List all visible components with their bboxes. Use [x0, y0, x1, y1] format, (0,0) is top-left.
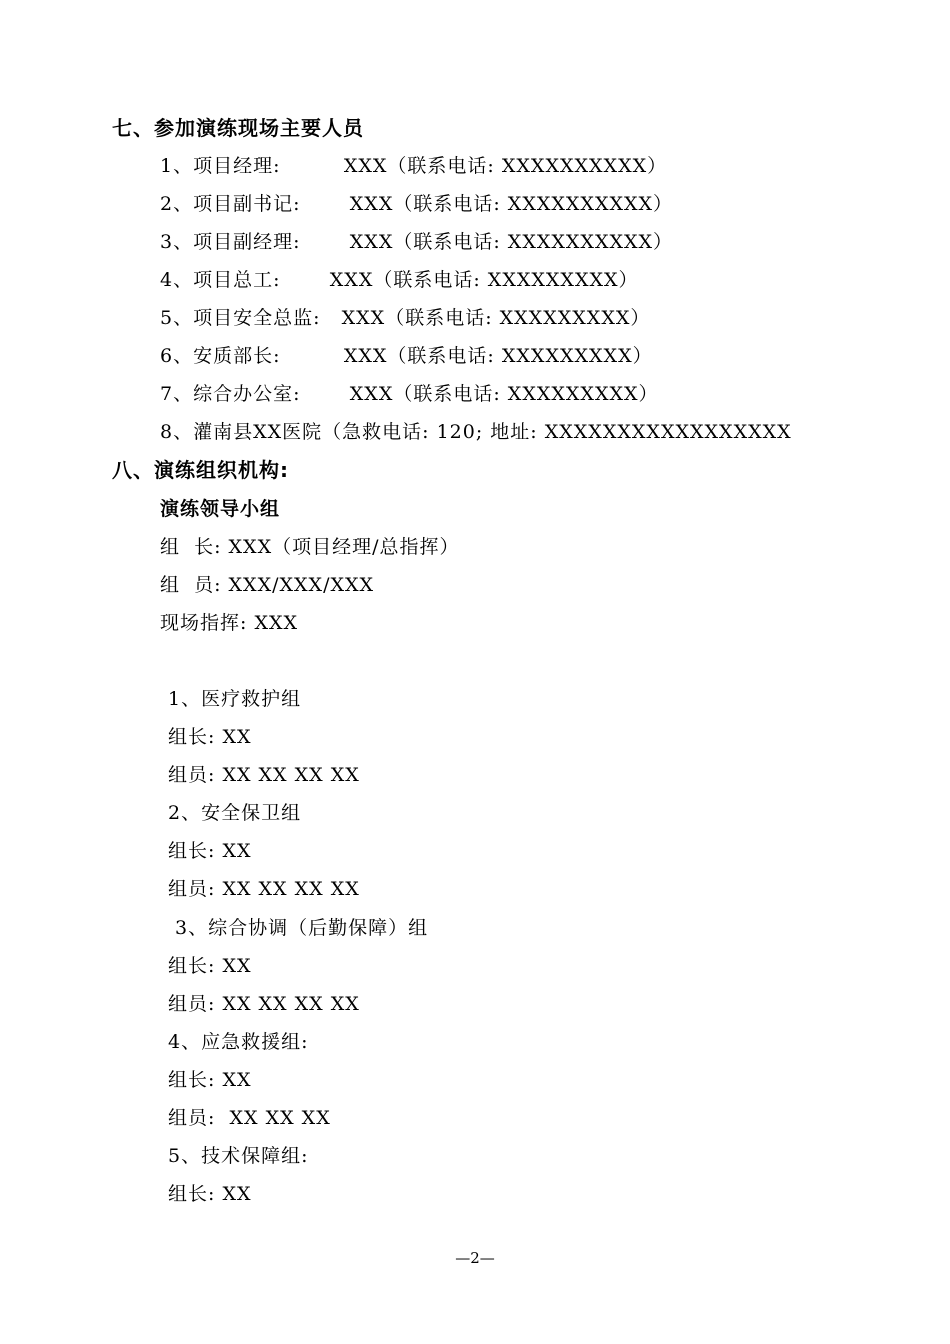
group-2-name: 2、安全保卫组 [168, 802, 302, 824]
personnel-item-8: 8、灌南县XX医院（急救电话: 120; 地址: XXXXXXXXXXXXXXXXX [160, 421, 792, 443]
personnel-item-1: 1、项目经理: XXX（联系电话: XXXXXXXXXX） [160, 155, 668, 177]
leadership-group-title: 演练领导小组 [160, 498, 281, 520]
section-7-title: 七、参加演练现场主要人员 [112, 116, 364, 140]
group-5-leader: 组长: XX [168, 1183, 252, 1205]
group-1-leader: 组长: XX [168, 726, 252, 748]
personnel-item-6: 6、安质部长: XXX（联系电话: XXXXXXXXX） [160, 345, 653, 367]
leadership-leader: 组 长: XXX（项目经理/总指挥） [160, 536, 460, 558]
group-3-name: 3、综合协调（后勤保障）组 [168, 917, 429, 939]
group-1-name: 1、医疗救护组 [168, 688, 302, 710]
group-2-members: 组员: XX XX XX XX [168, 878, 360, 900]
personnel-item-3: 3、项目副经理: XXX（联系电话: XXXXXXXXXX） [160, 231, 674, 253]
group-2-leader: 组长: XX [168, 840, 252, 862]
leadership-members: 组 员: XXX/XXX/XXX [160, 574, 375, 596]
leadership-commander: 现场指挥: XXX [160, 612, 299, 634]
personnel-item-2: 2、项目副书记: XXX（联系电话: XXXXXXXXXX） [160, 193, 674, 215]
page-number: —2— [455, 1249, 495, 1267]
personnel-item-4: 4、项目总工: XXX（联系电话: XXXXXXXXX） [160, 269, 639, 291]
group-3-leader: 组长: XX [168, 955, 252, 977]
group-4-leader: 组长: XX [168, 1069, 252, 1091]
group-4-name: 4、应急救援组: [168, 1031, 309, 1053]
group-3-members: 组员: XX XX XX XX [168, 993, 360, 1015]
group-1-members: 组员: XX XX XX XX [168, 764, 360, 786]
personnel-item-7: 7、综合办公室: XXX（联系电话: XXXXXXXXX） [160, 383, 659, 405]
personnel-item-5: 5、项目安全总监: XXX（联系电话: XXXXXXXXX） [160, 307, 651, 329]
group-5-name: 5、技术保障组: [168, 1145, 309, 1167]
section-8-title: 八、演练组织机构: [112, 458, 289, 482]
group-4-members: 组员: XX XX XX [168, 1107, 331, 1129]
